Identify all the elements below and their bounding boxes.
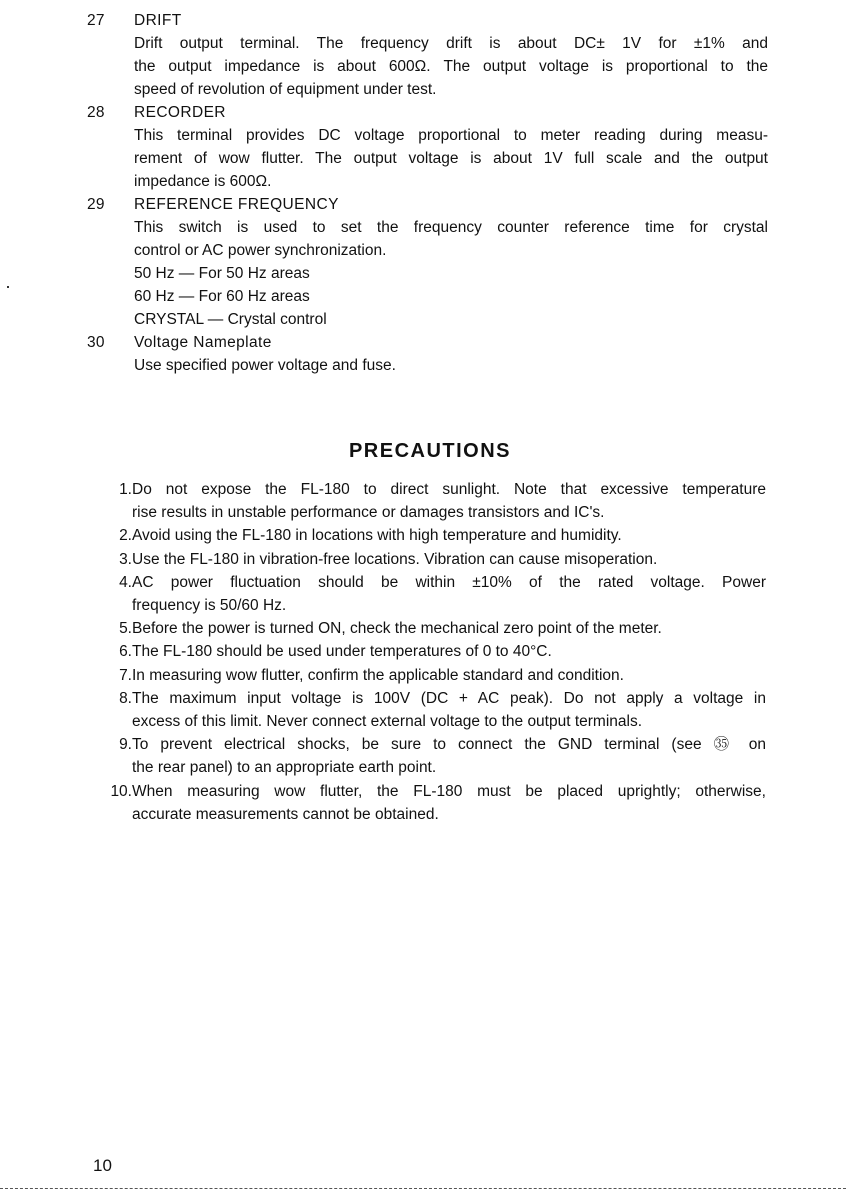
- precaution-item-5: [0, 617, 846, 640]
- precaution-item-6: [0, 640, 846, 663]
- terminal-item-29: [0, 193, 846, 331]
- precaution-number: 8.: [119, 689, 132, 707]
- terminal-text-line: Drift output terminal. The frequency drift is about DC± 1V for ±1% and: [134, 35, 768, 52]
- terminal-title: DRIFT: [134, 12, 182, 29]
- precaution-text-line: When measuring wow flutter, the FL-180 must be placed uprightly; otherwise,: [132, 782, 766, 800]
- precaution-text-line: AC power fluctuation should be within ±10% of the rated voltage. Power: [132, 573, 766, 591]
- precaution-text-line: Before the power is turned ON, check the mechanical zero point of the meter.: [132, 620, 662, 638]
- terminal-text-line: Use specified power voltage and fuse.: [134, 357, 396, 374]
- precaution-number: 3.: [119, 550, 132, 568]
- precaution-text-line: Avoid using the FL-180 in locations with high temperature and humidity.: [132, 527, 622, 545]
- precaution-text-line: To prevent electrical shocks, be sure to connect the GND terminal (see ㉟ on: [132, 736, 766, 754]
- precaution-number: 1.: [119, 481, 132, 498]
- terminal-item-30: [0, 331, 846, 377]
- precaution-number: 4.: [119, 573, 132, 591]
- precaution-number: 7.: [119, 666, 132, 684]
- terminal-title: RECORDER: [134, 104, 226, 121]
- terminal-title: REFERENCE FREQUENCY: [134, 196, 339, 213]
- terminal-text-line: CRYSTAL — Crystal control: [134, 311, 327, 328]
- page-number: 10: [93, 1156, 112, 1175]
- precaution-item-2: [0, 524, 846, 547]
- precaution-text-line: The maximum input voltage is 100V (DC + AC peak). Do not apply a voltage in: [132, 689, 766, 707]
- precaution-item-4: [0, 571, 846, 617]
- precaution-text-line: The FL-180 should be used under temperatures of 0 to 40°C.: [132, 643, 552, 661]
- terminal-number: 27: [87, 12, 105, 29]
- precaution-item-10: [0, 780, 846, 826]
- terminal-number: 29: [87, 196, 105, 213]
- terminal-item-28: [0, 101, 846, 193]
- terminal-text-line: the output impedance is about 600Ω. The output voltage is proportional to the: [134, 58, 768, 75]
- terminal-text-line: This switch is used to set the frequency counter reference time for crystal: [134, 219, 768, 236]
- precaution-text-line: frequency is 50/60 Hz.: [132, 597, 287, 615]
- terminal-number: 30: [87, 334, 105, 351]
- precautions-list: [0, 478, 846, 826]
- terminal-text-line: This terminal provides DC voltage proportional to meter reading during measu-: [134, 127, 768, 144]
- terminal-item-27: [0, 9, 846, 101]
- precaution-number: 10.: [110, 782, 132, 800]
- terminal-description-list: [0, 9, 846, 377]
- terminal-text-line: speed of revolution of equipment under test.: [134, 81, 437, 98]
- precaution-item-7: [0, 664, 846, 687]
- precaution-number: 5.: [119, 620, 132, 638]
- terminal-text-line: impedance is 600Ω.: [134, 173, 272, 190]
- page-bottom-edge: [0, 1188, 846, 1190]
- precaution-item-1: [0, 478, 846, 524]
- precaution-number: 9.: [119, 736, 132, 754]
- precaution-text-line: In measuring wow flutter, confirm the applicable standard and condition.: [132, 666, 624, 684]
- precaution-number: 6.: [119, 643, 132, 661]
- precaution-text-line: accurate measurements cannot be obtained.: [132, 805, 439, 823]
- precautions-heading: PRECAUTIONS: [348, 440, 512, 462]
- precaution-item-8: [0, 687, 846, 733]
- precaution-text-line: rise results in unstable performance or damages transistors and IC's.: [132, 504, 605, 522]
- terminal-text-line: 60 Hz — For 60 Hz areas: [134, 288, 310, 305]
- terminal-text-line: control or AC power synchronization.: [134, 242, 387, 259]
- precaution-item-9: [0, 733, 846, 779]
- precaution-text-line: Use the FL-180 in vibration-free locations. Vibration can cause misoperation.: [132, 550, 658, 568]
- precaution-text-line: Do not expose the FL-180 to direct sunlight. Note that excessive temperature: [132, 481, 766, 498]
- precaution-item-3: [0, 548, 846, 571]
- precaution-text-line: the rear panel) to an appropriate earth point.: [132, 759, 437, 777]
- terminal-title: Voltage Nameplate: [134, 334, 272, 351]
- precaution-number: 2.: [119, 527, 132, 545]
- terminal-number: 28: [87, 104, 105, 121]
- terminal-text-line: 50 Hz — For 50 Hz areas: [134, 265, 310, 282]
- precaution-text-line: excess of this limit. Never connect external voltage to the output terminals.: [132, 713, 643, 731]
- terminal-text-line: rement of wow flutter. The output voltage is about 1V full scale and the output: [134, 150, 768, 167]
